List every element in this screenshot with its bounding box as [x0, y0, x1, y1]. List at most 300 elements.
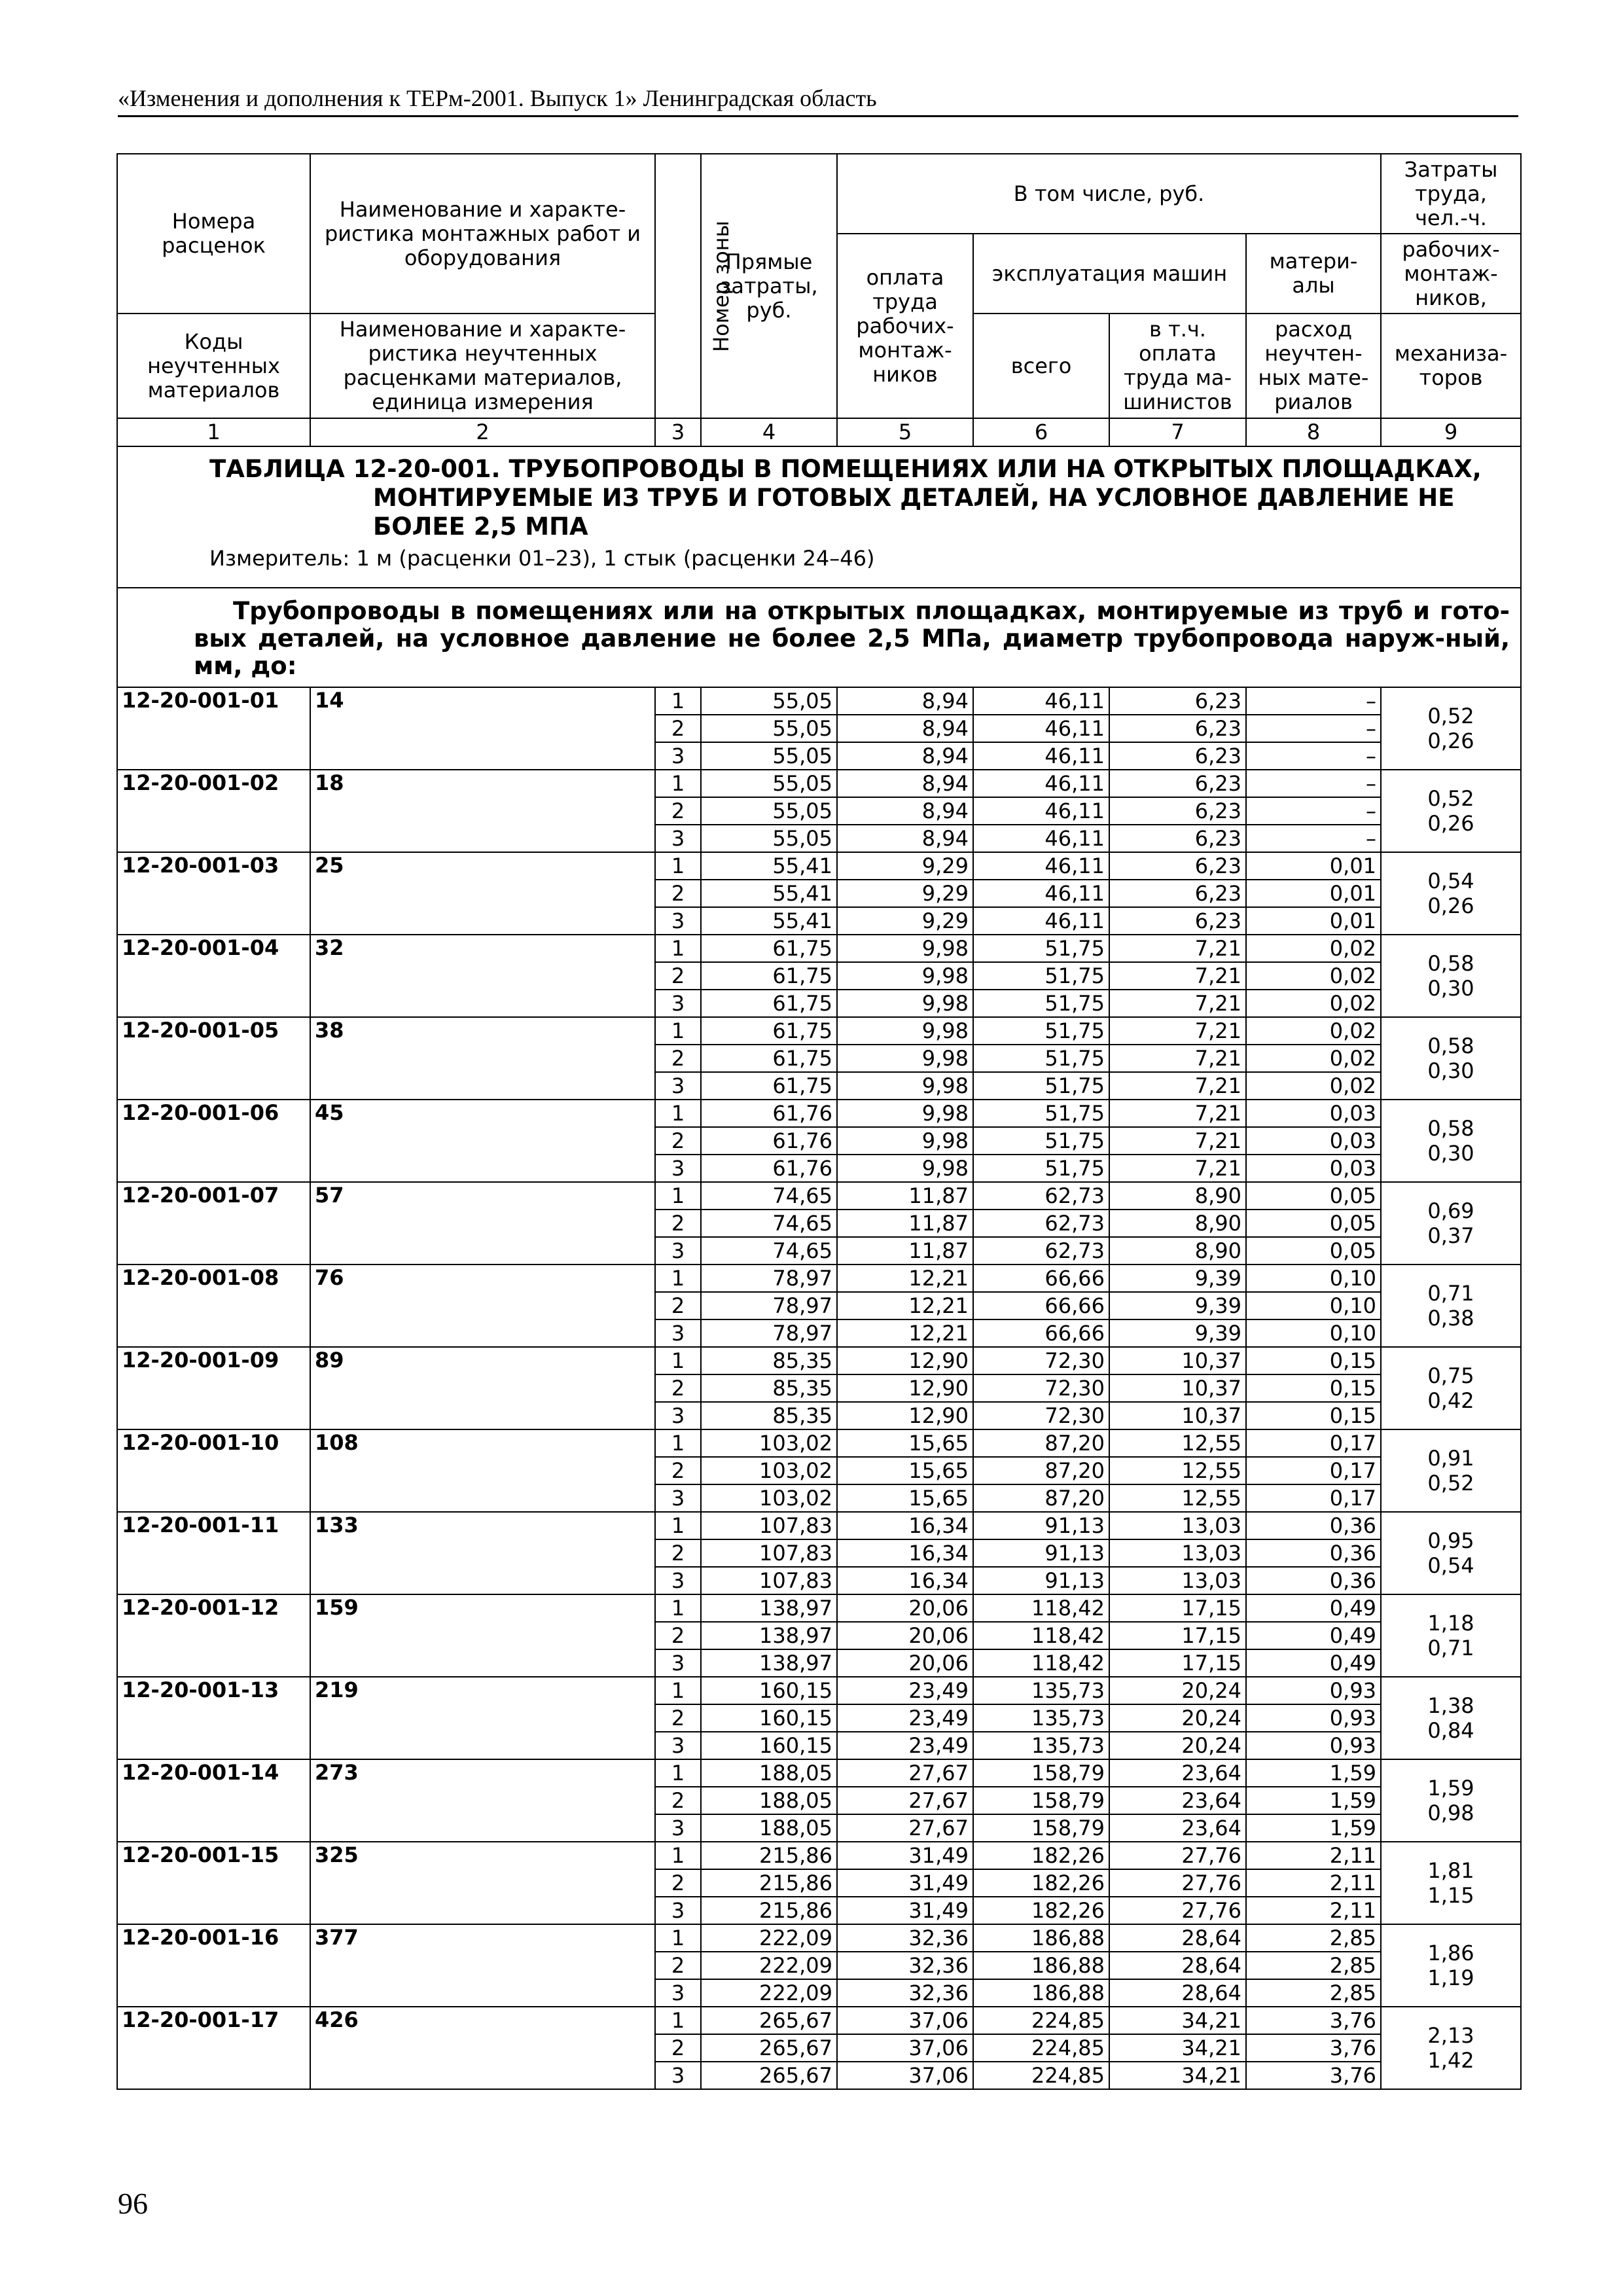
materials: 0,17 [1246, 1457, 1381, 1484]
materials: 0,10 [1246, 1265, 1381, 1292]
zone-number: 3 [655, 1732, 701, 1759]
labor-workers: 1,81 [1427, 1858, 1474, 1883]
machines-total: 224,85 [973, 2007, 1109, 2034]
materials: 3,76 [1246, 2062, 1381, 2089]
rate-diameter: 426 [310, 2007, 655, 2089]
materials: 0,02 [1246, 935, 1381, 962]
materials: 2,85 [1246, 1924, 1381, 1952]
labor-pay: 11,87 [837, 1210, 973, 1237]
direct-costs: 61,76 [701, 1100, 837, 1127]
table-row [117, 1265, 1521, 1292]
zone-number: 2 [655, 880, 701, 907]
labor-costs [1381, 770, 1521, 852]
zone-number: 2 [655, 1869, 701, 1897]
table-row [117, 687, 1521, 715]
labor-costs [1381, 1759, 1521, 1842]
materials: 0,49 [1246, 1649, 1381, 1677]
labor-pay: 8,94 [837, 770, 973, 797]
machines-total: 51,75 [973, 935, 1109, 962]
materials: 1,59 [1246, 1787, 1381, 1814]
direct-costs: 55,05 [701, 687, 837, 715]
header-name: Наименование и характе-ристика монтажных работ и оборудования [310, 154, 655, 314]
labor-pay: 37,06 [837, 2007, 973, 2034]
column-number: 5 [837, 418, 973, 446]
labor-costs [1381, 1594, 1521, 1677]
machinists-pay: 7,21 [1109, 1127, 1246, 1155]
machinists-pay: 28,64 [1109, 1924, 1246, 1952]
rate-diameter: 45 [310, 1100, 655, 1182]
labor-costs [1381, 1512, 1521, 1594]
zone-number: 2 [655, 715, 701, 742]
zone-number: 1 [655, 770, 701, 797]
column-number: 7 [1109, 418, 1246, 446]
machinists-pay: 9,39 [1109, 1319, 1246, 1347]
machines-total: 46,11 [973, 797, 1109, 825]
direct-costs: 103,02 [701, 1484, 837, 1512]
materials: 0,17 [1246, 1429, 1381, 1457]
direct-costs: 103,02 [701, 1429, 837, 1457]
zone-number: 2 [655, 1457, 701, 1484]
direct-costs: 107,83 [701, 1567, 837, 1594]
labor-workers: 0,52 [1427, 704, 1474, 728]
table-row [117, 770, 1521, 797]
zone-number: 1 [655, 1677, 701, 1704]
rate-code: 12-20-001-04 [117, 935, 310, 1017]
labor-mechanics: 0,52 [1427, 1471, 1474, 1496]
labor-pay: 9,98 [837, 1017, 973, 1045]
direct-costs: 78,97 [701, 1265, 837, 1292]
table-row [117, 1347, 1521, 1374]
labor-pay: 12,90 [837, 1402, 973, 1429]
machines-total: 158,79 [973, 1759, 1109, 1787]
rate-code: 12-20-001-01 [117, 687, 310, 770]
zone-number: 2 [655, 1127, 701, 1155]
labor-costs [1381, 1842, 1521, 1924]
labor-pay: 12,21 [837, 1319, 973, 1347]
labor-pay: 32,36 [837, 1952, 973, 1979]
column-number: 4 [701, 418, 837, 446]
materials: 2,85 [1246, 1979, 1381, 2007]
labor-pay: 32,36 [837, 1979, 973, 2007]
table-row [117, 1759, 1521, 1787]
materials: 0,05 [1246, 1237, 1381, 1265]
direct-costs: 265,67 [701, 2062, 837, 2089]
labor-pay: 16,34 [837, 1512, 973, 1539]
labor-workers: 1,86 [1427, 1941, 1474, 1965]
labor-pay: 9,98 [837, 990, 973, 1017]
labor-pay: 12,90 [837, 1374, 973, 1402]
machines-total: 186,88 [973, 1924, 1109, 1952]
labor-pay: 15,65 [837, 1457, 973, 1484]
header-workers: рабочих-монтаж-ников, [1381, 234, 1521, 314]
direct-costs: 61,75 [701, 990, 837, 1017]
materials: 0,01 [1246, 907, 1381, 935]
direct-costs: 61,75 [701, 1072, 837, 1100]
machinists-pay: 17,15 [1109, 1622, 1246, 1649]
machinists-pay: 10,37 [1109, 1374, 1246, 1402]
labor-pay: 9,98 [837, 1127, 973, 1155]
zone-number: 2 [655, 1210, 701, 1237]
labor-costs [1381, 1677, 1521, 1759]
labor-workers: 0,95 [1427, 1528, 1474, 1553]
zone-number: 3 [655, 1319, 701, 1347]
zone-number: 1 [655, 1347, 701, 1374]
machines-total: 46,11 [973, 687, 1109, 715]
rate-diameter: 377 [310, 1924, 655, 2007]
table-unit: Измеритель: 1 м (расценки 01–23), 1 стык (расценки 24–46) [209, 546, 875, 571]
machinists-pay: 28,64 [1109, 1979, 1246, 2007]
labor-mechanics: 0,30 [1427, 1141, 1474, 1166]
direct-costs: 188,05 [701, 1759, 837, 1787]
direct-costs: 85,35 [701, 1402, 837, 1429]
direct-costs: 61,76 [701, 1155, 837, 1182]
zone-number: 3 [655, 825, 701, 852]
direct-costs: 74,65 [701, 1237, 837, 1265]
table-row [117, 1100, 1521, 1127]
materials: – [1246, 770, 1381, 797]
labor-mechanics: 0,54 [1427, 1553, 1474, 1578]
rate-diameter: 89 [310, 1347, 655, 1429]
zone-number: 2 [655, 1952, 701, 1979]
labor-pay: 9,29 [837, 907, 973, 935]
direct-costs: 222,09 [701, 1979, 837, 2007]
machines-total: 224,85 [973, 2062, 1109, 2089]
machinists-pay: 27,76 [1109, 1897, 1246, 1924]
labor-pay: 8,94 [837, 742, 973, 770]
zone-number: 1 [655, 935, 701, 962]
machines-total: 46,11 [973, 742, 1109, 770]
direct-costs: 215,86 [701, 1842, 837, 1869]
rate-diameter: 325 [310, 1842, 655, 1924]
labor-workers: 0,58 [1427, 951, 1474, 976]
rate-diameter: 76 [310, 1265, 655, 1347]
labor-mechanics: 0,26 [1427, 728, 1474, 753]
materials: 0,05 [1246, 1182, 1381, 1210]
machinists-pay: 27,76 [1109, 1869, 1246, 1897]
rate-diameter: 133 [310, 1512, 655, 1594]
rate-code: 12-20-001-06 [117, 1100, 310, 1182]
direct-costs: 55,05 [701, 770, 837, 797]
machinists-pay: 20,24 [1109, 1732, 1246, 1759]
zone-number: 3 [655, 1814, 701, 1842]
machines-total: 66,66 [973, 1319, 1109, 1347]
section-title: Трубопроводы в помещениях или на открытых площадках, монтируемые из труб и гото-вых деталей, на условное давление не более 2,5 МПа, диаметр трубопровода наруж-ный, мм, до: [194, 597, 1510, 680]
zone-number: 3 [655, 742, 701, 770]
labor-mechanics: 0,84 [1427, 1718, 1474, 1743]
labor-mechanics: 1,42 [1427, 2048, 1474, 2073]
running-head: «Изменения и дополнения к ТЕРм-2001. Выпуск 1» Ленинградская область [118, 84, 1518, 117]
zone-number: 2 [655, 2034, 701, 2062]
materials: 0,01 [1246, 852, 1381, 880]
machines-total: 182,26 [973, 1842, 1109, 1869]
labor-mechanics: 1,19 [1427, 1965, 1474, 1990]
direct-costs: 160,15 [701, 1732, 837, 1759]
machinists-pay: 20,24 [1109, 1704, 1246, 1732]
zone-number: 1 [655, 1429, 701, 1457]
table-row [117, 1924, 1521, 1952]
machinists-pay: 8,90 [1109, 1210, 1246, 1237]
machines-total: 51,75 [973, 1045, 1109, 1072]
direct-costs: 160,15 [701, 1704, 837, 1732]
materials: 0,02 [1246, 962, 1381, 990]
table-row [117, 1677, 1521, 1704]
zone-number: 3 [655, 1237, 701, 1265]
labor-pay: 20,06 [837, 1594, 973, 1622]
header-machinists-pay: в т.ч. оплата труда ма-шинистов [1109, 314, 1246, 418]
rate-code: 12-20-001-03 [117, 852, 310, 935]
machines-total: 46,11 [973, 715, 1109, 742]
labor-pay: 9,29 [837, 852, 973, 880]
labor-pay: 37,06 [837, 2034, 973, 2062]
rate-code: 12-20-001-16 [117, 1924, 310, 2007]
machinists-pay: 34,21 [1109, 2034, 1246, 2062]
table-row [117, 1842, 1521, 1869]
materials: 0,49 [1246, 1594, 1381, 1622]
labor-mechanics: 0,37 [1427, 1223, 1474, 1248]
column-numbers-row [117, 418, 1521, 446]
zone-number: 1 [655, 1594, 701, 1622]
zone-number: 2 [655, 1374, 701, 1402]
direct-costs: 222,09 [701, 1924, 837, 1952]
labor-workers: 1,59 [1427, 1776, 1474, 1801]
machinists-pay: 7,21 [1109, 1045, 1246, 1072]
labor-workers: 0,58 [1427, 1116, 1474, 1141]
machinists-pay: 9,39 [1109, 1265, 1246, 1292]
direct-costs: 222,09 [701, 1952, 837, 1979]
zone-number: 3 [655, 1979, 701, 2007]
labor-workers: 2,13 [1427, 2023, 1474, 2048]
labor-mechanics: 0,30 [1427, 1058, 1474, 1083]
materials: – [1246, 797, 1381, 825]
rates-table [116, 153, 1522, 2090]
zone-number: 1 [655, 1924, 701, 1952]
machinists-pay: 13,03 [1109, 1512, 1246, 1539]
zone-number: 1 [655, 2007, 701, 2034]
zone-number: 3 [655, 1649, 701, 1677]
machinists-pay: 34,21 [1109, 2007, 1246, 2034]
machines-total: 66,66 [973, 1292, 1109, 1319]
machinists-pay: 17,15 [1109, 1649, 1246, 1677]
rate-diameter: 14 [310, 687, 655, 770]
labor-pay: 12,90 [837, 1347, 973, 1374]
machinists-pay: 7,21 [1109, 1017, 1246, 1045]
table-title-row [117, 446, 1521, 588]
table-row [117, 1429, 1521, 1457]
machines-total: 87,20 [973, 1429, 1109, 1457]
direct-costs: 55,41 [701, 880, 837, 907]
machinists-pay: 7,21 [1109, 935, 1246, 962]
machines-total: 72,30 [973, 1374, 1109, 1402]
materials: 1,59 [1246, 1814, 1381, 1842]
direct-costs: 85,35 [701, 1347, 837, 1374]
zone-number: 2 [655, 1704, 701, 1732]
labor-pay: 9,98 [837, 962, 973, 990]
zone-number: 3 [655, 907, 701, 935]
header-materials: матери-алы [1246, 234, 1381, 314]
zone-number: 2 [655, 1539, 701, 1567]
rate-code: 12-20-001-10 [117, 1429, 310, 1512]
labor-pay: 23,49 [837, 1677, 973, 1704]
direct-costs: 74,65 [701, 1210, 837, 1237]
direct-costs: 85,35 [701, 1374, 837, 1402]
materials: 0,03 [1246, 1127, 1381, 1155]
labor-pay: 9,98 [837, 1072, 973, 1100]
header-unaccounted-use: расход неучтен-ных мате-риалов [1246, 314, 1381, 418]
labor-pay: 31,49 [837, 1869, 973, 1897]
materials: 0,03 [1246, 1100, 1381, 1127]
materials: 0,17 [1246, 1484, 1381, 1512]
materials: 0,10 [1246, 1319, 1381, 1347]
materials: 0,02 [1246, 990, 1381, 1017]
table-row [117, 1017, 1521, 1045]
machines-total: 118,42 [973, 1594, 1109, 1622]
machines-total: 91,13 [973, 1512, 1109, 1539]
section-title-cell [117, 588, 1521, 687]
materials: 0,05 [1246, 1210, 1381, 1237]
table-row [117, 1512, 1521, 1539]
rate-diameter: 273 [310, 1759, 655, 1842]
direct-costs: 138,97 [701, 1594, 837, 1622]
labor-pay: 9,29 [837, 880, 973, 907]
rate-code: 12-20-001-15 [117, 1842, 310, 1924]
direct-costs: 55,05 [701, 715, 837, 742]
direct-costs: 215,86 [701, 1897, 837, 1924]
machinists-pay: 7,21 [1109, 990, 1246, 1017]
labor-workers: 0,54 [1427, 869, 1474, 893]
labor-costs [1381, 1265, 1521, 1347]
labor-costs [1381, 1182, 1521, 1265]
materials: 3,76 [1246, 2007, 1381, 2034]
direct-costs: 55,41 [701, 852, 837, 880]
rate-code: 12-20-001-14 [117, 1759, 310, 1842]
rate-diameter: 25 [310, 852, 655, 935]
rate-diameter: 159 [310, 1594, 655, 1677]
labor-pay: 23,49 [837, 1704, 973, 1732]
table-row [117, 852, 1521, 880]
materials: 0,15 [1246, 1347, 1381, 1374]
rate-code: 12-20-001-02 [117, 770, 310, 852]
zone-number: 1 [655, 1759, 701, 1787]
machinists-pay: 12,55 [1109, 1484, 1246, 1512]
labor-workers: 0,75 [1427, 1363, 1474, 1388]
machinists-pay: 6,23 [1109, 742, 1246, 770]
direct-costs: 215,86 [701, 1869, 837, 1897]
zone-number: 3 [655, 1567, 701, 1594]
rate-code: 12-20-001-09 [117, 1347, 310, 1429]
machinists-pay: 6,23 [1109, 770, 1246, 797]
labor-workers: 1,18 [1427, 1611, 1474, 1636]
machines-total: 46,11 [973, 825, 1109, 852]
materials: 0,93 [1246, 1732, 1381, 1759]
column-number: 2 [310, 418, 655, 446]
rate-diameter: 32 [310, 935, 655, 1017]
machines-total: 72,30 [973, 1402, 1109, 1429]
zone-number: 3 [655, 1072, 701, 1100]
labor-pay: 15,65 [837, 1429, 973, 1457]
direct-costs: 78,97 [701, 1292, 837, 1319]
machinists-pay: 7,21 [1109, 962, 1246, 990]
machines-total: 62,73 [973, 1182, 1109, 1210]
labor-pay: 27,67 [837, 1759, 973, 1787]
rate-code: 12-20-001-17 [117, 2007, 310, 2089]
labor-pay: 9,98 [837, 1100, 973, 1127]
materials: 0,93 [1246, 1704, 1381, 1732]
labor-mechanics: 0,98 [1427, 1801, 1474, 1825]
machinists-pay: 23,64 [1109, 1759, 1246, 1787]
machinists-pay: 34,21 [1109, 2062, 1246, 2089]
labor-costs [1381, 1017, 1521, 1100]
direct-costs: 188,05 [701, 1814, 837, 1842]
labor-costs [1381, 935, 1521, 1017]
machinists-pay: 20,24 [1109, 1677, 1246, 1704]
machines-total: 51,75 [973, 1072, 1109, 1100]
header-including: В том числе, руб. [837, 154, 1381, 234]
column-number: 3 [655, 418, 701, 446]
labor-mechanics: 0,30 [1427, 976, 1474, 1001]
machines-total: 158,79 [973, 1787, 1109, 1814]
machinists-pay: 28,64 [1109, 1952, 1246, 1979]
labor-workers: 0,52 [1427, 786, 1474, 811]
direct-costs: 265,67 [701, 2034, 837, 2062]
labor-costs [1381, 1924, 1521, 2007]
materials: 0,03 [1246, 1155, 1381, 1182]
rate-code: 12-20-001-11 [117, 1512, 310, 1594]
machinists-pay: 10,37 [1109, 1402, 1246, 1429]
machines-total: 66,66 [973, 1265, 1109, 1292]
machinists-pay: 6,23 [1109, 715, 1246, 742]
machinists-pay: 7,21 [1109, 1155, 1246, 1182]
column-number: 1 [117, 418, 310, 446]
machines-total: 46,11 [973, 907, 1109, 935]
direct-costs: 61,75 [701, 1045, 837, 1072]
materials: 0,15 [1246, 1374, 1381, 1402]
materials: 0,10 [1246, 1292, 1381, 1319]
zone-number: 2 [655, 1787, 701, 1814]
labor-pay: 9,98 [837, 935, 973, 962]
materials: 2,11 [1246, 1869, 1381, 1897]
direct-costs: 61,75 [701, 935, 837, 962]
direct-costs: 55,05 [701, 797, 837, 825]
machinists-pay: 13,03 [1109, 1539, 1246, 1567]
materials: 0,02 [1246, 1017, 1381, 1045]
rate-diameter: 38 [310, 1017, 655, 1100]
machines-total: 46,11 [973, 852, 1109, 880]
zone-number: 1 [655, 1265, 701, 1292]
labor-workers: 0,71 [1427, 1281, 1474, 1306]
materials: – [1246, 687, 1381, 715]
header-zone [655, 154, 734, 418]
machinists-pay: 10,37 [1109, 1347, 1246, 1374]
zone-number: 2 [655, 1622, 701, 1649]
labor-pay: 27,67 [837, 1787, 973, 1814]
zone-number: 3 [655, 1155, 701, 1182]
materials: 2,11 [1246, 1842, 1381, 1869]
table-body [117, 687, 1521, 2089]
labor-pay: 16,34 [837, 1567, 973, 1594]
machines-total: 51,75 [973, 990, 1109, 1017]
rate-code: 12-20-001-08 [117, 1265, 310, 1347]
direct-costs: 55,41 [701, 907, 837, 935]
machines-total: 51,75 [973, 1100, 1109, 1127]
zone-number: 2 [655, 962, 701, 990]
machinists-pay: 9,39 [1109, 1292, 1246, 1319]
header-unaccounted-name: Наименование и характе-ристика неучтенных расценками материалов, единица измерения [310, 314, 655, 418]
machinists-pay: 6,23 [1109, 825, 1246, 852]
zone-number: 2 [655, 1292, 701, 1319]
labor-pay: 27,67 [837, 1814, 973, 1842]
direct-costs: 188,05 [701, 1787, 837, 1814]
labor-pay: 8,94 [837, 797, 973, 825]
